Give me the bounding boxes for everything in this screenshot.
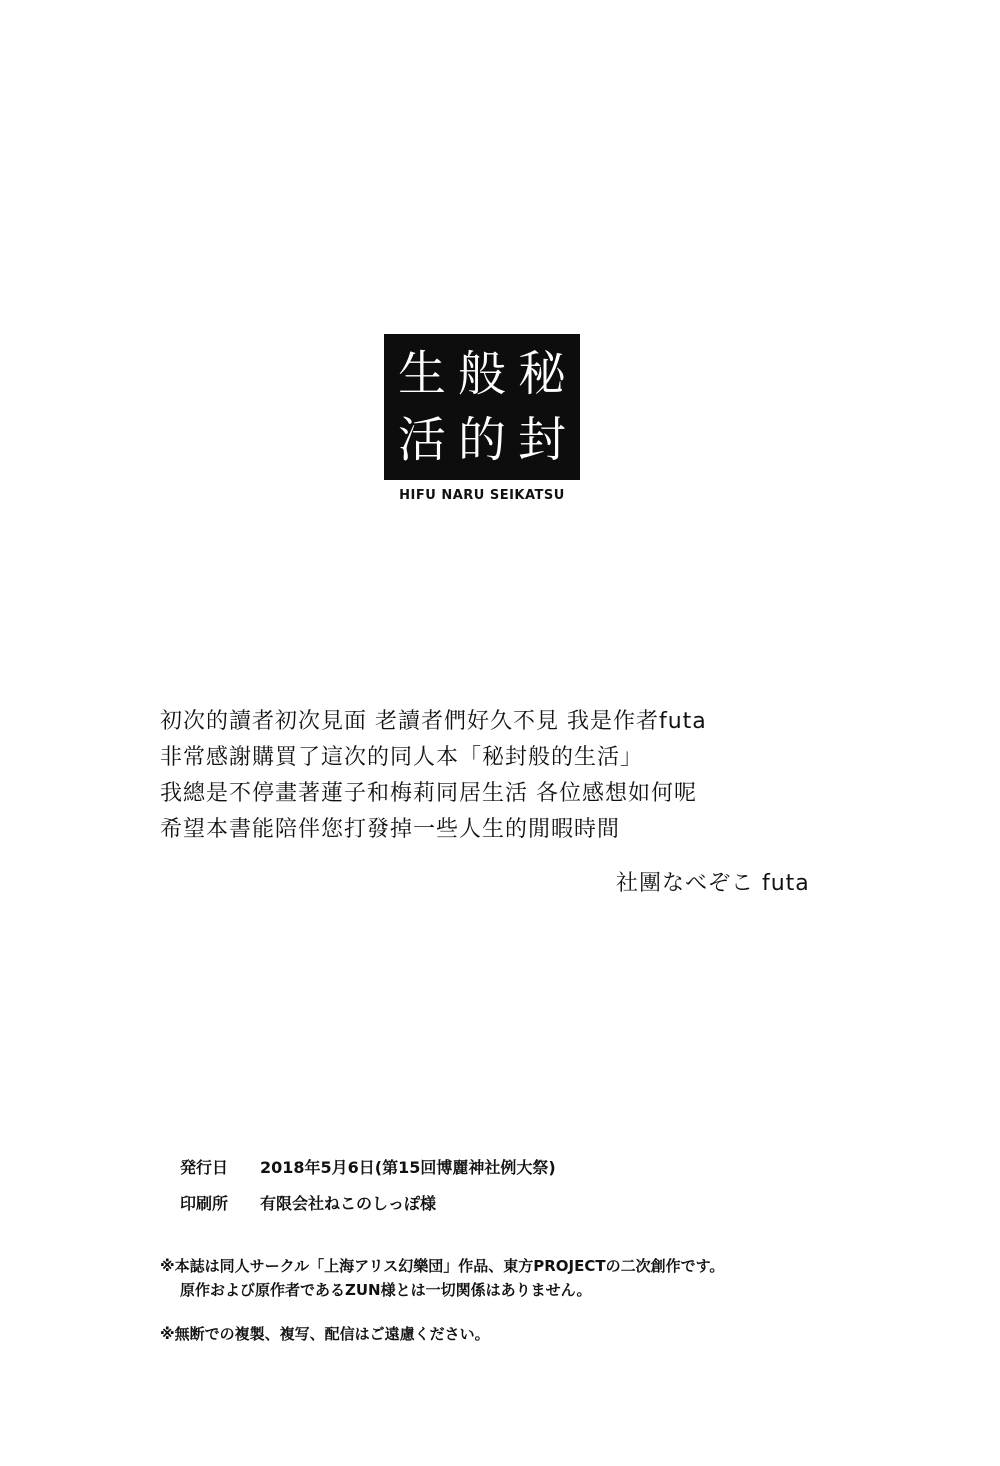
logo-char-6: 活 (397, 412, 446, 468)
message-line-3: 我總是不停畫著蓮子和梅莉同居生活 各位感想如何呢 (160, 781, 697, 806)
author-signature: 社團なべぞこ futa (616, 871, 810, 896)
printer-row (180, 1186, 880, 1222)
copy-warning: ※無断での複製、複写、配信はご遠慮ください。 (160, 1325, 490, 1343)
disclaimer-line-1: ※本誌は同人サークル「上海アリス幻樂団」作品、東方PROJECTの二次創作です。 (160, 1257, 725, 1275)
message-line-1: 初次的讀者初次見面 老讀者們好久不見 我是作者futa (160, 709, 707, 734)
logo-char-3: 般 (457, 346, 506, 402)
logo-char-5: 生 (397, 346, 446, 402)
issue-date-row (180, 1150, 880, 1186)
logo-char-4: 的 (457, 412, 506, 468)
message-line-4: 希望本書能陪伴您打發掉一些人生的閒暇時間 (160, 817, 621, 842)
logo-char-1: 秘 (517, 346, 566, 402)
message-line-2: 非常感謝購買了這次的同人本「秘封般的生活」 (160, 745, 644, 770)
issue-date-value: 2018年5月6日(第15回博麗神社例大祭) (260, 1158, 556, 1177)
logo-char-2: 封 (517, 412, 566, 468)
author-message (160, 704, 860, 848)
colophon (180, 1150, 880, 1222)
issue-date-label: 発行日 (180, 1158, 229, 1177)
disclaimer-notes (160, 1254, 960, 1346)
title-logo (384, 334, 580, 480)
note-spacer (160, 1302, 960, 1322)
printer-label: 印刷所 (180, 1194, 229, 1213)
printer-value: 有限会社ねこのしっぽ様 (260, 1194, 437, 1213)
logo-subtitle: HIFU NARU SEIKATSU (399, 488, 565, 503)
disclaimer-line-2: 原作および原作者であるZUN様とは一切関係はありません。 (180, 1281, 592, 1299)
